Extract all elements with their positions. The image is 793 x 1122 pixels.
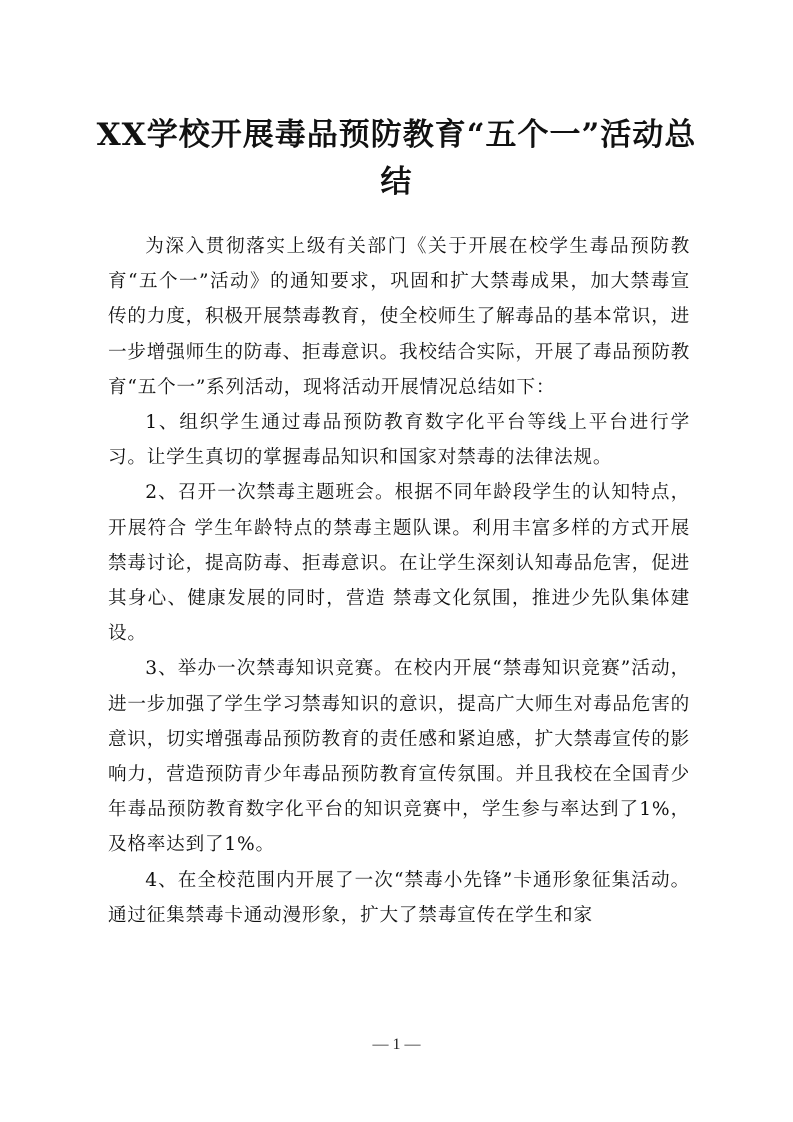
paragraph-item-1: 1、组织学生通过毒品预防教育数字化平台等线上平台进行学习。让学生真切的掌握毒品知识和国家对禁毒的法律法规。 [108, 412, 690, 469]
paragraph-item-4: 4、在全校范围内开展了一次“禁毒小先锋”卡通形象征集活动。通过征集禁毒卡通动漫形象，扩大了禁毒宣传在学生和家 [108, 869, 690, 926]
intro-paragraph: 为深入贯彻落实上级有关部门《关于开展在校学生毒品预防教育“五个一”活动》的通知要求，巩固和扩大禁毒成果，加大禁毒宣传的力度，积极开展禁毒教育，使全校师生了解毒品的基本常识，进一步增强师生的防毒、拒毒意识。我校结合实际，开展了毒品预防教育“五个一”系列活动，现将活动开展情况总结如下： [108, 236, 690, 398]
paragraph-item-2: 2、召开一次禁毒主题班会。根据不同年龄段学生的认知特点，开展符合 学生年龄特点的禁毒主题队课。利用丰富多样的方式开展禁毒讨论，提高防毒、拒毒意识。在让学生深刻认知毒品危害，促进其身心、健康发展的同时，营造 禁毒文化氛围，推进少先队集体建设。 [108, 482, 690, 645]
page-number: — 1 — [372, 1036, 421, 1053]
document-title: XX学校开展毒品预防教育“五个一”活动总结 [96, 117, 697, 200]
document-body [108, 229, 690, 933]
paragraph-item-3: 3、举办一次禁毒知识竞赛。在校内开展“禁毒知识竞赛”活动，进一步加强了学生学习禁毒知识的意识，提高广大师生对毒品危害的意识，切实增强毒品预防教育的责任感和紧迫感，扩大禁毒宣传的影响力，营造预防青少年毒品预防教育宣传氛围。并且我校在全国青少年毒品预防教育数字化平台的知识竞赛中，学生参与率达到了1%，及格率达到了1%。 [108, 658, 690, 856]
